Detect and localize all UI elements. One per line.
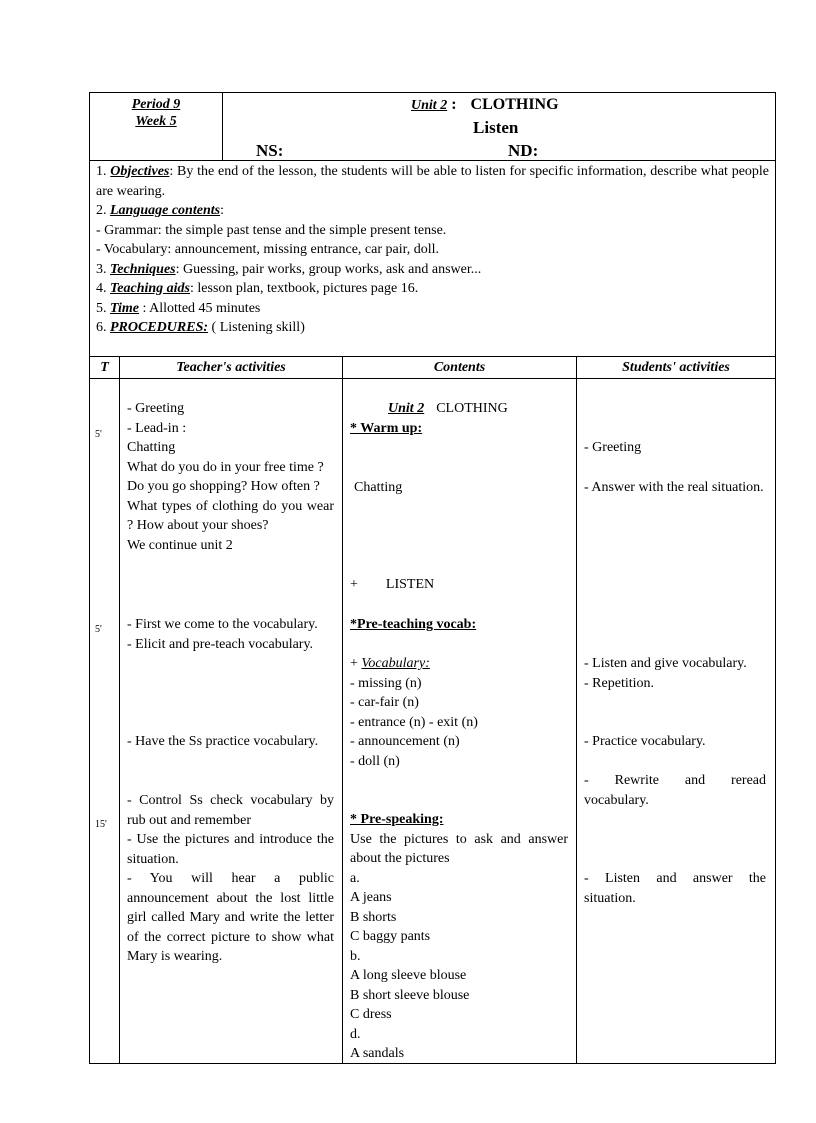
teacher-line: - Greeting [127,401,185,416]
col-students-header: Students' activities [577,357,776,379]
contents-unit-label: Unit 2 [388,401,425,416]
pre-speaking-heading: * Pre-speaking: [350,812,444,827]
warm-up-heading: * Warm up: [350,421,423,436]
time-warmup: 5' [95,429,102,440]
pre-teaching-heading: *Pre-teaching vocab: [350,617,477,632]
teacher-line: - First we come to the vocabulary. [127,617,318,632]
unit-label: Unit 2 [411,98,448,113]
picture-option: a. [350,870,360,886]
teacher-line: - Use the pictures and introduce the situation. [127,832,335,867]
teaching-aids-label: Teaching aids [110,281,190,296]
vocab-plus: + [350,656,362,671]
week-label: Week 5 [135,114,177,129]
vocab-heading-label: Vocabulary: [361,656,430,671]
teacher-line: We continue unit 2 [127,537,233,553]
teacher-line: - Elicit and pre-teach vocabulary. [127,636,314,652]
picture-option: d. [350,1026,361,1042]
procedures-label: PROCEDURES: [110,320,209,335]
teacher-line: Chatting [127,440,176,455]
ns-label: NS: [256,141,284,160]
picture-option: A jeans [350,890,392,905]
language-text: : [220,203,224,218]
column-header-row [90,357,776,379]
vocabulary-line: - Vocabulary: announcement, missing entrance, car pair, doll. [96,242,439,257]
language-number: 2. [96,203,110,218]
student-line: - Listen and give vocabulary. [584,656,747,671]
lesson-title: Listen [473,118,519,137]
unit-colon: : [447,96,457,113]
objectives-text: : By the end of the lesson, the students will be able to listen for specific information, describe what people are wearing. [96,164,770,199]
student-line: - Listen and answer the situation. [584,871,767,906]
time-preteach: 5' [95,624,102,635]
student-line: - Greeting [584,440,642,455]
col-contents-header: Contents [343,357,577,379]
teaching-aids-number: 4. [96,281,110,296]
picture-option: C dress [350,1007,392,1022]
nd-label: ND: [508,141,539,160]
col-teacher-header: Teacher's activities [120,357,343,379]
unit-title-cell [223,93,776,161]
contents-unit-heading [388,399,508,419]
teacher-line: - Control Ss check vocabulary by rub out and remember [127,793,335,828]
student-line: - Answer with the real situation. [584,480,764,495]
teacher-line: - You will hear a public announcement about the lost little girl called Mary and write the letter of the correct picture to show what Mary is wearing. [127,871,335,964]
col-t-header: T [90,357,120,379]
procedures-number: 6. [96,320,110,335]
teaching-aids-line [96,279,769,299]
procedures-text: ( Listening skill) [208,320,305,335]
time-prespeaking: 15' [95,819,107,830]
vocab-item: - announcement (n) [350,734,460,749]
student-line: - Rewrite and reread vocabulary. [584,773,767,808]
vocab-item: - entrance (n) - exit (n) [350,714,478,730]
lesson-plan-table [89,92,776,1064]
teacher-line: What do you do in your free time ? [127,459,324,475]
grammar-line: - Grammar: the simple past tense and the simple present tense. [96,222,447,238]
unit-heading [411,96,559,114]
teacher-line: What types of clothing do you wear ? How about your shoes? [127,498,335,533]
vocab-item: - doll (n) [350,753,400,769]
body-row [90,379,776,1064]
objectives-line [96,162,769,201]
procedures-line [96,318,769,338]
techniques-line [96,260,769,280]
picture-option: A sandals [350,1046,405,1061]
objectives-number: 1. [96,164,111,179]
contents-listen: + LISTEN [350,577,435,592]
vocab-item: - missing (n) [350,675,422,691]
student-line: - Practice vocabulary. [584,734,706,749]
picture-option: B shorts [350,909,397,925]
teacher-line: - Have the Ss practice vocabulary. [127,734,319,749]
students-cell [577,379,776,1064]
contents-cell [343,379,577,1064]
info-row [90,161,776,357]
time-label: Time [110,300,140,316]
time-line [96,299,769,319]
period-label: Period 9 [131,97,181,112]
use-pictures-text: Use the pictures to ask and answer about the pictures [350,831,569,866]
info-cell [90,161,776,357]
teaching-aids-text: : lesson plan, textbook, pictures page 16. [190,281,419,296]
period-cell [90,93,223,161]
time-number: 5. [96,300,110,316]
vocab-heading [350,654,478,674]
picture-option: C baggy pants [350,929,431,944]
picture-option: A long sleeve blouse [350,968,467,983]
teacher-line: - Lead-in : [127,420,187,436]
student-line: - Repetition. [584,675,655,691]
time-cell [90,379,120,1064]
unit-title: CLOTHING [470,96,559,113]
vocab-item: - car-fair (n) [350,695,419,710]
picture-option: B short sleeve blouse [350,987,470,1003]
lesson-plan-page [89,92,775,1065]
picture-option: b. [350,948,361,964]
techniques-number: 3. [96,261,110,277]
contents-unit-title: CLOTHING [436,401,508,416]
objectives-label: Objectives [110,164,170,179]
time-text: : Allotted 45 minutes [139,300,261,316]
language-label: Language contents [110,203,221,218]
techniques-text: : Guessing, pair works, group works, ask and answer... [175,261,482,277]
contents-chatting: Chatting [354,480,403,495]
language-line [96,201,769,221]
header-row [90,93,776,161]
teacher-cell [120,379,343,1064]
teacher-line: Do you go shopping? How often ? [127,479,320,494]
techniques-label: Techniques [110,261,176,277]
